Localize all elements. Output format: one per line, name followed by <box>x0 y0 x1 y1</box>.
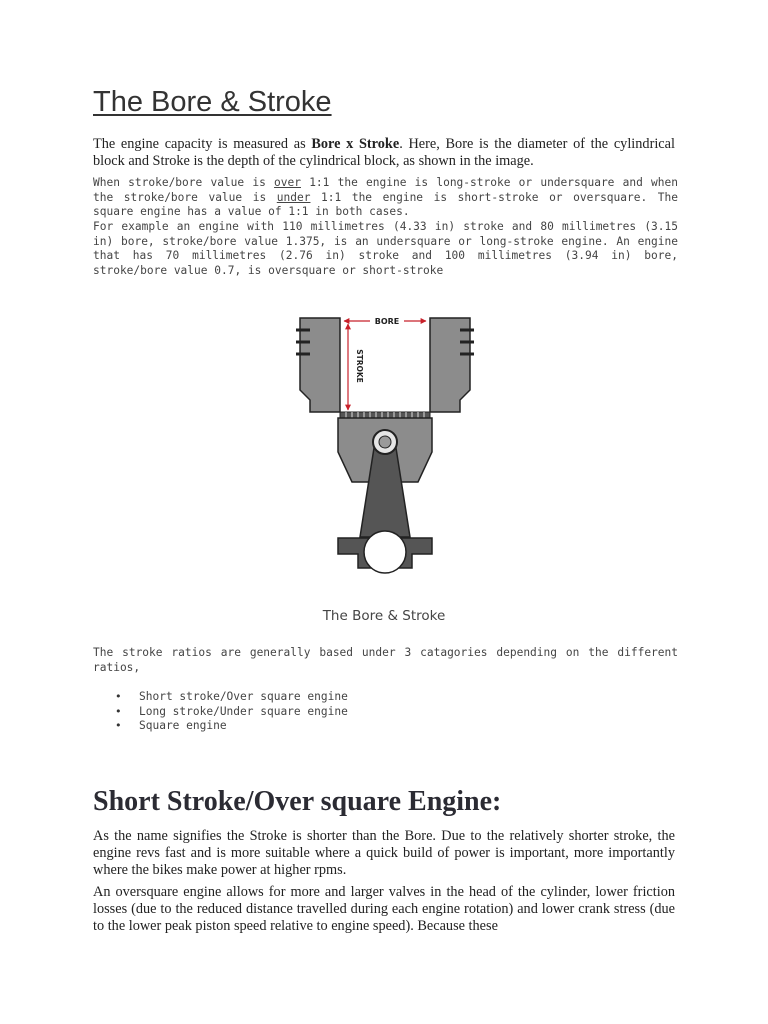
page-title: The Bore & Stroke <box>93 86 332 118</box>
ratio-def-text-b: 1:1 the engine is long-stroke or undersquare and when the stroke/bore value is <box>93 176 678 204</box>
figure-caption: The Bore & Stroke <box>322 608 446 624</box>
section-heading: Short Stroke/Over square Engine: <box>93 786 502 817</box>
left-cylinder-wall <box>296 318 340 412</box>
ratio-def-over: over <box>274 176 301 189</box>
piston-bore-stroke-diagram <box>290 312 480 574</box>
crank-bore-hole <box>364 531 406 573</box>
section-paragraph-2: An oversquare engine allows for more and larger valves in the head of the cylinder, lower friction losses (due to the reduced distance travelled during each engine rotation) and lower crank stress (due to the lower peak piston speed relative to engine speed). Because these <box>93 884 675 934</box>
ratio-def-text-a: When stroke/bore value is <box>93 176 275 189</box>
right-cylinder-wall <box>430 318 474 412</box>
section-paragraph-1: As the name signifies the Stroke is shorter than the Bore. Due to the relatively shorter stroke, the engine revs fast and is more suitable where a quick build of power is important, more importantly where the bikes make power at higher rpms. <box>93 828 675 878</box>
list-item: • Square engine <box>93 719 348 734</box>
bore-label: BORE <box>374 317 400 326</box>
list-item: • Long stroke/Under square engine <box>93 705 348 720</box>
gudgeon-pin-center <box>379 436 391 448</box>
example-paragraph: For example an engine with 110 millimetres (4.33 in) stroke and 80 millimetres (3.15 in) bore, stroke/bore value 1.375, is an undersquare or long-stroke engine. An engine that has 70 millimetres (2.76 in) stroke and 100 millimetres (3.94 in) bore, stroke/bore value 0.7, is oversquare or short-stroke <box>93 220 678 277</box>
stroke-label: STROKE <box>355 349 364 383</box>
ratio-category-list <box>93 690 348 734</box>
intro-text-start: The engine capacity is measured as <box>93 136 312 152</box>
intro-bold-formula: Bore x Stroke <box>311 136 400 152</box>
list-item: • Short stroke/Over square engine <box>93 690 348 705</box>
intro-text-end: . Here, Bore is the diameter of the cylindrical block and Stroke is the depth of the cylindrical block, as shown in the image. <box>93 136 675 169</box>
ratio-definition-paragraph <box>93 176 678 220</box>
piston-rings <box>340 412 430 418</box>
ratio-def-under: under <box>276 190 311 204</box>
ratios-intro-paragraph: The stroke ratios are generally based under 3 catagories depending on the different ratios, <box>93 646 678 674</box>
ratio-def-text-c: 1:1 the engine is short-stroke or oversquare. The square engine has a value of 1:1 in both cases. <box>93 190 679 219</box>
intro-paragraph <box>93 136 675 170</box>
